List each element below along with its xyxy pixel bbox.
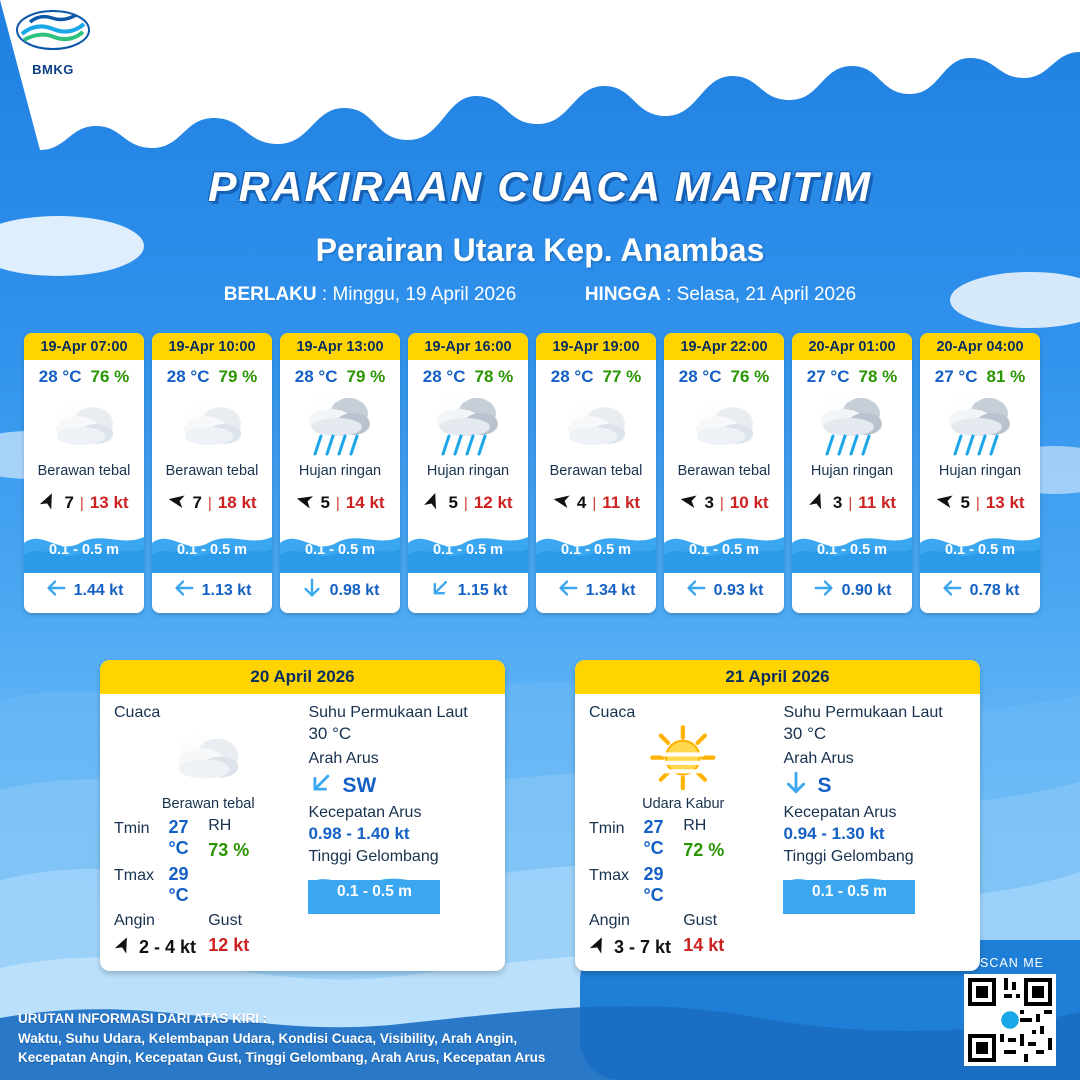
rh-value: 73 %: [208, 840, 250, 860]
footer-line-1: URUTAN INFORMASI DARI ATAS KIRI :: [18, 1011, 268, 1027]
daily-weather-label: Cuaca: [589, 704, 636, 721]
hourly-humidity: 76 %: [730, 367, 770, 386]
hourly-temperature: 27 °C: [806, 367, 850, 386]
current-direction-label: Arah Arus: [308, 750, 379, 767]
wind-separator: |: [848, 494, 853, 512]
hourly-temp-rh: [24, 360, 144, 389]
hourly-wave: [152, 525, 272, 573]
hourly-wind-direction: 3: [704, 493, 714, 512]
wave-height-label: Tinggi Gelombang: [308, 848, 439, 865]
hourly-temp-rh: [920, 360, 1040, 389]
valid-from-value: Minggu, 19 April 2026: [332, 284, 517, 305]
current-direction-arrow-icon: [783, 770, 809, 801]
current-direction-arrow-icon: [45, 577, 67, 604]
current-direction-arrow-icon: [429, 577, 451, 604]
wind-label: Angin: [589, 912, 630, 929]
hourly-card: [408, 333, 528, 613]
daily-panel: [100, 660, 505, 971]
hourly-humidity: 79 %: [218, 367, 258, 386]
hourly-temperature: 28 °C: [422, 367, 466, 386]
hourly-wind-speed: 10 kt: [729, 493, 769, 512]
hourly-wind-direction: 7: [64, 493, 74, 512]
hourly-condition: Berawan tebal: [165, 463, 259, 479]
tmin-label: Tmin: [589, 820, 625, 837]
wind-label: Angin: [114, 912, 155, 929]
current-speed-label: Kecepatan Arus: [308, 804, 422, 821]
hourly-wave: [792, 525, 912, 573]
gust-label: Gust: [208, 912, 243, 929]
hourly-wind-speed: 13 kt: [89, 493, 129, 512]
hourly-wind-speed: 11 kt: [858, 493, 897, 512]
hourly-wave-height: 0.1 - 0.5 m: [688, 542, 760, 558]
cloudy-icon: [536, 389, 656, 461]
hourly-current-speed: 0.98 kt: [329, 581, 380, 599]
hourly-temperature: 28 °C: [166, 367, 210, 386]
hourly-wind: [792, 485, 912, 525]
gust-value: 14 kt: [683, 935, 725, 955]
hourly-forecast-list: [24, 333, 1064, 613]
rh-value: 72 %: [683, 840, 725, 860]
current-direction-arrow-icon: [941, 577, 963, 604]
hourly-current-speed: 1.34 kt: [585, 581, 636, 599]
daily-date: 20 April 2026: [100, 660, 505, 694]
rain-icon: [280, 389, 400, 461]
wind-direction-arrow-icon: [552, 491, 571, 515]
hourly-humidity: 78 %: [474, 367, 514, 386]
scan-me-label: SCAN ME: [980, 956, 1044, 970]
hourly-temp-rh: [152, 360, 272, 389]
current-direction-arrow-icon: [557, 577, 579, 604]
rh-label: RH: [208, 817, 232, 834]
hourly-humidity: 76 %: [90, 367, 130, 386]
footer-line-2: Waktu, Suhu Udara, Kelembapan Udara, Kondisi Cuaca, Visibility, Arah Angin,: [18, 1030, 518, 1046]
hourly-temp-rh: [280, 360, 400, 389]
hourly-humidity: 81 %: [986, 367, 1026, 386]
hourly-current: [792, 573, 912, 613]
wind-direction-arrow-icon: [935, 491, 954, 515]
agency-title: [586, 8, 1064, 54]
footer-legend: [18, 1009, 545, 1068]
hourly-wind: [280, 485, 400, 525]
hourly-wind: [536, 485, 656, 525]
hourly-wind-direction: 4: [576, 493, 587, 512]
hourly-wave: [920, 525, 1040, 573]
tmin-value: 27 °C: [168, 817, 189, 858]
hourly-wind-speed: 14 kt: [345, 493, 385, 512]
wind-separator: |: [975, 494, 980, 512]
hourly-time: 19-Apr 07:00: [24, 333, 144, 360]
qr-code[interactable]: [964, 974, 1056, 1066]
hourly-wave-height: 0.1 - 0.5 m: [944, 542, 1016, 558]
wind-direction-arrow-icon: [114, 935, 133, 959]
hourly-current-speed: 0.78 kt: [969, 581, 1020, 599]
gust-label: Gust: [683, 912, 718, 929]
hourly-temp-rh: [408, 360, 528, 389]
bmkg-logo: [14, 8, 92, 77]
current-direction-value: SW: [342, 773, 377, 797]
current-direction-label: Arah Arus: [783, 750, 854, 767]
wind-separator: |: [335, 494, 340, 512]
hourly-current-speed: 1.13 kt: [201, 581, 252, 599]
hourly-time: 19-Apr 16:00: [408, 333, 528, 360]
cloudy-icon: [152, 389, 272, 461]
hourly-current: [664, 573, 784, 613]
hourly-humidity: 79 %: [346, 367, 386, 386]
page-subtitle: Perairan Utara Kep. Anambas: [315, 232, 765, 268]
hourly-time: 19-Apr 10:00: [152, 333, 272, 360]
daily-wave-height: 0.1 - 0.5 m: [336, 883, 412, 900]
wind-direction-arrow-icon: [39, 491, 58, 515]
hourly-wind: [152, 485, 272, 525]
wind-direction-arrow-icon: [167, 491, 186, 515]
wind-direction-arrow-icon: [423, 491, 442, 515]
page-header: [0, 0, 1080, 120]
hourly-wave-height: 0.1 - 0.5 m: [560, 542, 632, 558]
hourly-condition: Hujan ringan: [426, 463, 510, 479]
footer-line-3: Kecepatan Angin, Kecepatan Gust, Tinggi Gelombang, Arah Arus, Kecepatan Arus: [18, 1050, 546, 1066]
current-speed-value: 0.98 - 1.40 kt: [308, 824, 410, 843]
hourly-card: [792, 333, 912, 613]
page-title: PRAKIRAAN CUACA MARITIM: [207, 163, 873, 210]
hourly-wind-speed: 11 kt: [602, 493, 641, 512]
hourly-wind: [920, 485, 1040, 525]
hourly-wind-direction: 3: [832, 493, 843, 512]
valid-to-value: Selasa, 21 April 2026: [676, 284, 857, 305]
daily-condition: Udara Kabur: [642, 796, 725, 812]
hourly-card: [664, 333, 784, 613]
wave-height-label: Tinggi Gelombang: [783, 848, 914, 865]
hourly-humidity: 78 %: [858, 367, 898, 386]
hourly-time: 19-Apr 13:00: [280, 333, 400, 360]
rain-icon: [792, 389, 912, 461]
hourly-current-speed: 1.15 kt: [457, 581, 508, 599]
tmax-label: Tmax: [589, 867, 629, 884]
daily-date: 21 April 2026: [575, 660, 980, 694]
daily-wave-height: 0.1 - 0.5 m: [811, 883, 887, 900]
hourly-wind-direction: 5: [448, 493, 458, 512]
hourly-wave: [280, 525, 400, 573]
current-direction-arrow-icon: [301, 577, 323, 604]
hourly-temp-rh: [536, 360, 656, 389]
wind-separator: |: [463, 494, 468, 512]
bmkg-logo-label: BMKG: [32, 62, 74, 77]
hourly-wind-direction: 5: [960, 493, 970, 512]
qr-section[interactable]: [964, 956, 1060, 1066]
hourly-condition: Berawan tebal: [677, 463, 771, 479]
current-direction-arrow-icon: [685, 577, 707, 604]
wind-speed-range: 3 - 7 kt: [614, 936, 672, 957]
hourly-wave: [408, 525, 528, 573]
cloudy-icon: [664, 389, 784, 461]
cloudy-icon: [24, 389, 144, 461]
hourly-time: 20-Apr 01:00: [792, 333, 912, 360]
tmax-label: Tmax: [114, 867, 154, 884]
daily-panel: [575, 660, 980, 971]
hourly-wave-height: 0.1 - 0.5 m: [432, 542, 504, 558]
daily-wave-box: [783, 870, 915, 914]
haze-sun-icon: [589, 722, 777, 794]
tmin-label: Tmin: [114, 820, 150, 837]
hourly-wave-height: 0.1 - 0.5 m: [816, 542, 888, 558]
hourly-temperature: 27 °C: [934, 367, 978, 386]
hourly-current: [152, 573, 272, 613]
hourly-temperature: 28 °C: [550, 367, 594, 386]
hourly-wave: [664, 525, 784, 573]
daily-wave-box: [308, 870, 440, 914]
hourly-current-speed: 1.44 kt: [73, 581, 124, 599]
hourly-current: [408, 573, 528, 613]
hourly-wave: [536, 525, 656, 573]
hourly-wind: [408, 485, 528, 525]
current-direction-value: S: [817, 773, 832, 797]
sst-label: Suhu Permukaan Laut: [783, 704, 943, 721]
hourly-humidity: 77 %: [602, 367, 642, 386]
hourly-wave: [24, 525, 144, 573]
hourly-wind: [664, 485, 784, 525]
cloudy-icon: [114, 722, 302, 794]
sst-label: Suhu Permukaan Laut: [308, 704, 468, 721]
hourly-condition: Berawan tebal: [549, 463, 643, 479]
rain-icon: [408, 389, 528, 461]
hourly-wind-direction: 7: [192, 493, 202, 512]
hourly-card: [24, 333, 144, 613]
wind-separator: |: [79, 494, 84, 512]
hourly-current: [280, 573, 400, 613]
wind-separator: |: [719, 494, 724, 512]
daily-condition: Berawan tebal: [161, 796, 255, 812]
hourly-wave-height: 0.1 - 0.5 m: [304, 542, 376, 558]
wind-separator: |: [592, 494, 597, 512]
hourly-card: [152, 333, 272, 613]
agency-line-2: Stasiun Meteorologi Maritim Natuna: [739, 32, 1064, 53]
hourly-time: 20-Apr 04:00: [920, 333, 1040, 360]
hourly-time: 19-Apr 22:00: [664, 333, 784, 360]
hourly-current: [536, 573, 656, 613]
rh-label: RH: [683, 817, 707, 834]
tmin-value: 27 °C: [643, 817, 664, 858]
hourly-condition: Hujan ringan: [810, 463, 894, 479]
daily-weather-label: Cuaca: [114, 704, 161, 721]
wind-direction-arrow-icon: [589, 935, 608, 959]
wind-separator: |: [207, 494, 212, 512]
hourly-wave-height: 0.1 - 0.5 m: [48, 542, 120, 558]
daily-forecast-list: [100, 660, 980, 971]
hourly-temperature: 28 °C: [678, 367, 722, 386]
hourly-wind-speed: 13 kt: [985, 493, 1025, 512]
hourly-condition: Hujan ringan: [298, 463, 382, 479]
agency-line-1: BADAN METEOROLOGI KLIMATOLOGI DAN GEOFISIKA: [586, 8, 1064, 28]
hourly-card: [280, 333, 400, 613]
current-speed-label: Kecepatan Arus: [783, 804, 897, 821]
valid-from-label: BERLAKU: [223, 284, 317, 305]
hourly-wave-height: 0.1 - 0.5 m: [176, 542, 248, 558]
hourly-current: [24, 573, 144, 613]
hourly-temperature: 28 °C: [294, 367, 338, 386]
hourly-card: [920, 333, 1040, 613]
valid-to-label: HINGGA: [584, 284, 661, 305]
hourly-time: 19-Apr 19:00: [536, 333, 656, 360]
validity-period: BERLAKU : Minggu, 19 April 2026 HINGGA : Selasa, 21 April 2026: [223, 284, 857, 305]
rain-icon: [920, 389, 1040, 461]
hourly-condition: Hujan ringan: [938, 463, 1022, 479]
gust-value: 12 kt: [208, 935, 250, 955]
current-direction-arrow-icon: [813, 577, 835, 604]
tmax-value: 29 °C: [168, 864, 189, 905]
hourly-card: [536, 333, 656, 613]
hourly-temp-rh: [664, 360, 784, 389]
sst-value: 30 °C: [308, 724, 352, 743]
current-direction-arrow-icon: [173, 577, 195, 604]
wind-direction-arrow-icon: [679, 491, 698, 515]
hourly-current-speed: 0.93 kt: [713, 581, 764, 599]
tmax-value: 29 °C: [643, 864, 664, 905]
wind-direction-arrow-icon: [808, 491, 827, 515]
current-speed-value: 0.94 - 1.30 kt: [783, 824, 885, 843]
hourly-wind: [24, 485, 144, 525]
hourly-wind-direction: 5: [320, 493, 330, 512]
hourly-temp-rh: [792, 360, 912, 389]
wind-direction-arrow-icon: [295, 491, 314, 515]
sst-value: 30 °C: [783, 724, 827, 743]
hourly-current: [920, 573, 1040, 613]
wind-speed-range: 2 - 4 kt: [139, 936, 197, 957]
hourly-temperature: 28 °C: [38, 367, 82, 386]
current-direction-arrow-icon: [308, 770, 334, 801]
hourly-wind-speed: 12 kt: [473, 493, 513, 512]
hourly-wind-speed: 18 kt: [217, 493, 257, 512]
hourly-current-speed: 0.90 kt: [841, 581, 892, 599]
hourly-condition: Berawan tebal: [37, 463, 131, 479]
